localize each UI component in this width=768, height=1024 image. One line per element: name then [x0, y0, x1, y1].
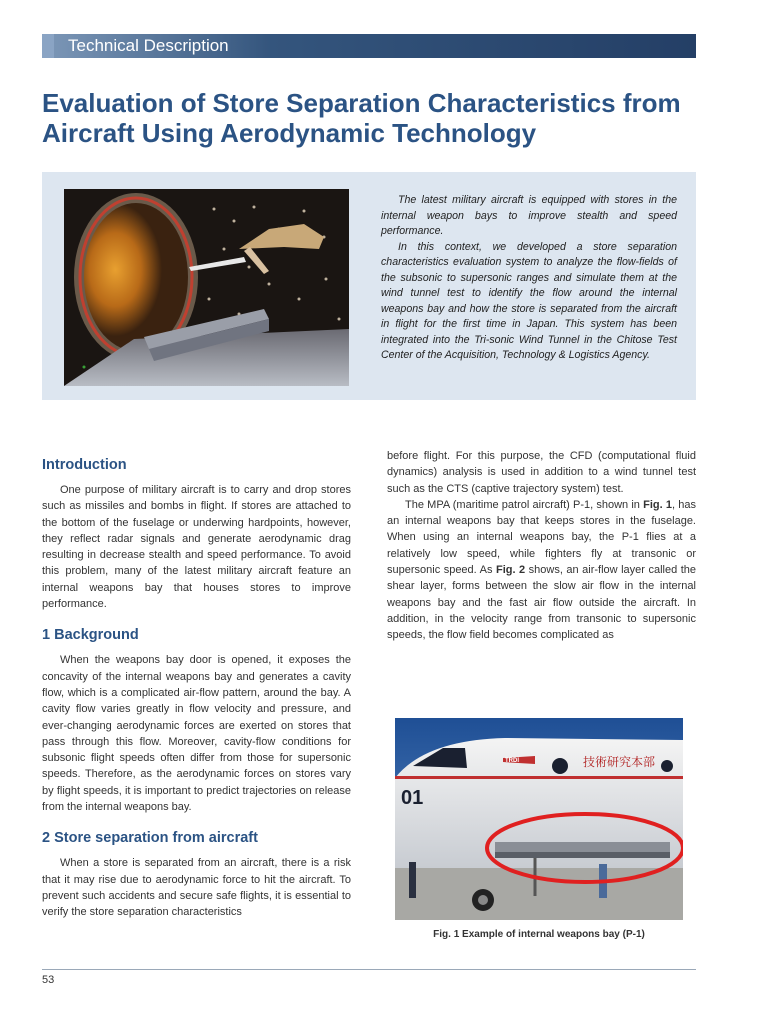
- figure1-caption: Fig. 1 Example of internal weapons bay (P-1): [433, 929, 645, 940]
- footer-divider: [42, 969, 696, 970]
- tail-badge: TRDI: [505, 758, 519, 764]
- right-paragraph-2a: The MPA (maritime patrol aircraft) P-1, shown in: [405, 498, 644, 511]
- section-label: Technical Description: [68, 36, 229, 55]
- background-heading: 1 Background: [42, 627, 139, 644]
- p1-aircraft-illustration: [395, 718, 683, 920]
- right-column: [387, 448, 696, 644]
- abstract-paragraph-2: In this context, we developed a store separation characteristics evaluation system to analyze the flow-fields of the subsonic to supersonic ranges and simulate them at the wind tunnel test to identify the flow around the internal weapons bay and how the store is separated from the aircraft in flight for the first time in Japan. This system has been integrated into the Tri-sonic Wind Tunnel in the Chitose Test Center of the Acquisition, Technology & Logistics Agency.: [381, 240, 677, 361]
- right-paragraph-2: [387, 497, 696, 644]
- introduction-text: One purpose of military aircraft is to carry and drop stores such as missiles and bombs in flight. If stores are attached to the bottom of the fuselage or underwing hardpoints, however, they reflect radar signals and generate aerodynamic drag resulting in decrease stealth and speed performance. To avoid this problem, many of the latest military aircraft feature an internal weapons bay that houses stores to improve performance.: [42, 484, 351, 611]
- right-paragraph-2c: shows, an air-flow layer called the shear layer, forms between the slow air flow in the internal weapons bay and the fast air flow outside the aircraft. In addition, in the velocity range from transonic to supersonic speeds, the flow field becomes complicated as: [387, 564, 697, 642]
- introduction-heading: Introduction: [42, 457, 127, 473]
- background-text: When the weapons bay door is opened, it exposes the concavity of the internal weapons bay and generates a cavity flow, which is a complicated air-flow pattern, around the bay. A cavity flow varies greatly in flow velocity and pressure, and ever-changing aerodynamic forces are exerted on stores that pass through this flow. Moreover, cavity-flow conditions for subsonic flight speeds often differ from those for supersonic speeds. Therefore, as the aerodynamic forces on stores vary by flight speeds, it is important to predict trajectories on release from the internal weapons bay.: [42, 654, 351, 814]
- wind-tunnel-illustration: [64, 189, 349, 386]
- fig1-reference: Fig. 1: [643, 498, 672, 511]
- fuselage-number: 01: [401, 787, 424, 809]
- abstract-paragraph-1: The latest military aircraft is equipped with stores in the internal weapon bays to improve stealth and speed performance.: [381, 194, 677, 237]
- right-paragraph-2b: , has an internal weapons bay that keeps stores in the fuselage. When using an internal weapons bay, the P-1 flies at a relatively low speed, while fighters fly at transonic or supersonic speed. As: [387, 498, 696, 577]
- header-band-tab: [42, 34, 54, 58]
- left-column: [42, 456, 351, 921]
- store-separation-heading: 2 Store separation from aircraft: [42, 830, 258, 847]
- right-paragraph-1: before flight. For this purpose, the CFD (computational fluid dynamics) analysis is used in addition to a wind tunnel test such as the CTS (captive trajectory system) test.: [387, 450, 696, 495]
- fig2-reference: Fig. 2: [495, 564, 526, 577]
- abstract: [381, 193, 677, 364]
- fuselage-lettering: 技術研究本部: [583, 755, 656, 769]
- page-number: 53: [42, 974, 55, 986]
- article-title: Evaluation of Store Separation Characteristics from Aircraft Using Aerodynamic Technology: [42, 88, 681, 148]
- wind-tunnel-photo: [64, 189, 349, 386]
- store-separation-text: When a store is separated from an aircraft, there is a risk that it may rise due to aerodynamic force to hit the aircraft. To prevent such accidents and secure safe flights, it is essential to verify the store separation characteristics: [42, 857, 351, 919]
- p1-aircraft-photo: [395, 718, 683, 920]
